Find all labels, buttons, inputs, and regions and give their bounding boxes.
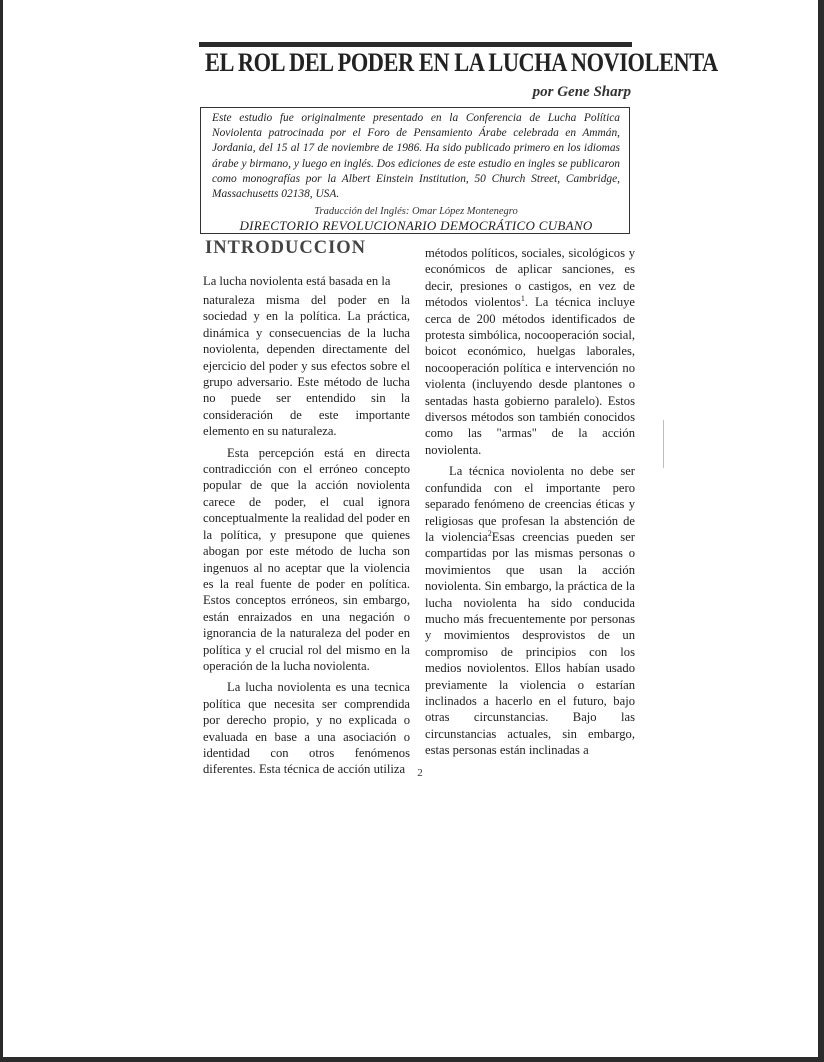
paragraph-3: La lucha noviolenta es una tecnica política que necesita ser comprendida por derecho propio, y no explicada o evaluada en base a una asociación o identidad con otros fenómenos diferentes. Esta técnica de acción utiliza [203,680,410,777]
document-title: EL ROL DEL PODER EN LA LUCHA NOVIOLENTA [205,48,718,77]
paragraph-2: Esta percepción está en directa contradicción con el erróneo concepto popular de que la acción noviolenta carece de poder, el cual ignora conceptualmente la realidad del poder en la política, y presupone que quienes abogan por este método de lucha son ingenuos al no aceptar que la violencia es la real fuente de poder en política. Estos conceptos erróneos, sin embargo, están enraizados en una negación o ignorancia de la naturaleza del poder en política y el crucial rol del mismo en la operación de la lucha noviolenta. [203,445,410,673]
paragraph-4-text-b: . La técnica incluye cerca de 200 métodos identificados de protesta simbólica, nocooperación social, boicot económico, huelgas laborales, nocooperación política e intervención no violenta (incluyendo desde plantones o sentadas hasta gobierno paralelo). Estos diversos métodos son también conocidos como las "armas" de la acción noviolenta. [425,295,636,457]
page-number: 2 [417,767,423,779]
paragraph-1-first-line: La lucha noviolenta está basada en la [203,274,391,288]
paragraph-4 [425,245,635,458]
footnote-ref-1[interactable]: 1 [520,294,525,304]
paragraph-5-text-a: La técnica noviolenta no debe ser confundida con el importante pero separado fenómeno de creencias éticas y religiosas que profesan la abstención de la violencia [425,464,635,544]
margin-mark [663,420,664,468]
paragraph-1: naturaleza misma del poder en la sociedad y en la política. La práctica, dinámica y consecuencias de la lucha noviolenta, dependen directamente del ejercicio del poder y sus efectos sobre el grupo adversario. Este método de lucha no puede ser entendido sin la consideración de este importante elemento en su naturaleza. [203,293,410,439]
author-line: por Gene Sharp [532,84,631,100]
title-rule [199,42,632,47]
right-column [425,245,635,759]
footnote-ref-2[interactable]: 2 [487,528,492,538]
translation-credit: Traducción del Inglés: Omar López Montenegro [314,206,518,218]
abstract-box [200,107,630,234]
publisher-name: DIRECTORIO REVOLUCIONARIO DEMOCRÁTICO CUBANO [239,218,593,234]
paragraph-5-text-b: Esas creencias pueden ser compartidas por las mismas personas o movimientos que usan la acción noviolenta. Sin embargo, la práctica de la lucha noviolenta ha sido conducida mucho más frecuentemente por personas y movimientos desprovistos de un compromiso de principios con los medios noviolentos. Ellos habían usado previamente la violencia o estarían inclinados a hacerlo en el futuro, bajo otras circunstancias. Bajo las circunstancias actuales, sin embargo, estas personas están inclinadas a [425,529,635,758]
paragraph-5 [425,463,635,758]
left-column [203,271,410,778]
paragraph-4-text-a: métodos políticos, sociales, sicológicos y económicos de aplicar sanciones, es decir, presiones o castigos, en vez de métodos violentos [425,246,635,310]
section-heading: INTRODUCCION [205,238,367,258]
abstract-text: Este estudio fue originalmente presentado en la Conferencia de Lucha Política Noviolenta patrocinada por el Foro de Pensamiento Árabe celebrada en Ammán, Jordania, del 15 al 17 de noviembre de 1986. Ha sido publicado primero en los idiomas árabe y birmano, y luego en inglés. Dos ediciones de este estudio en ingles se publicaron como monografías por la Albert Einstein Institution, 50 Church Street, Cambridge, Massachusetts 02138, USA. [212,112,620,201]
